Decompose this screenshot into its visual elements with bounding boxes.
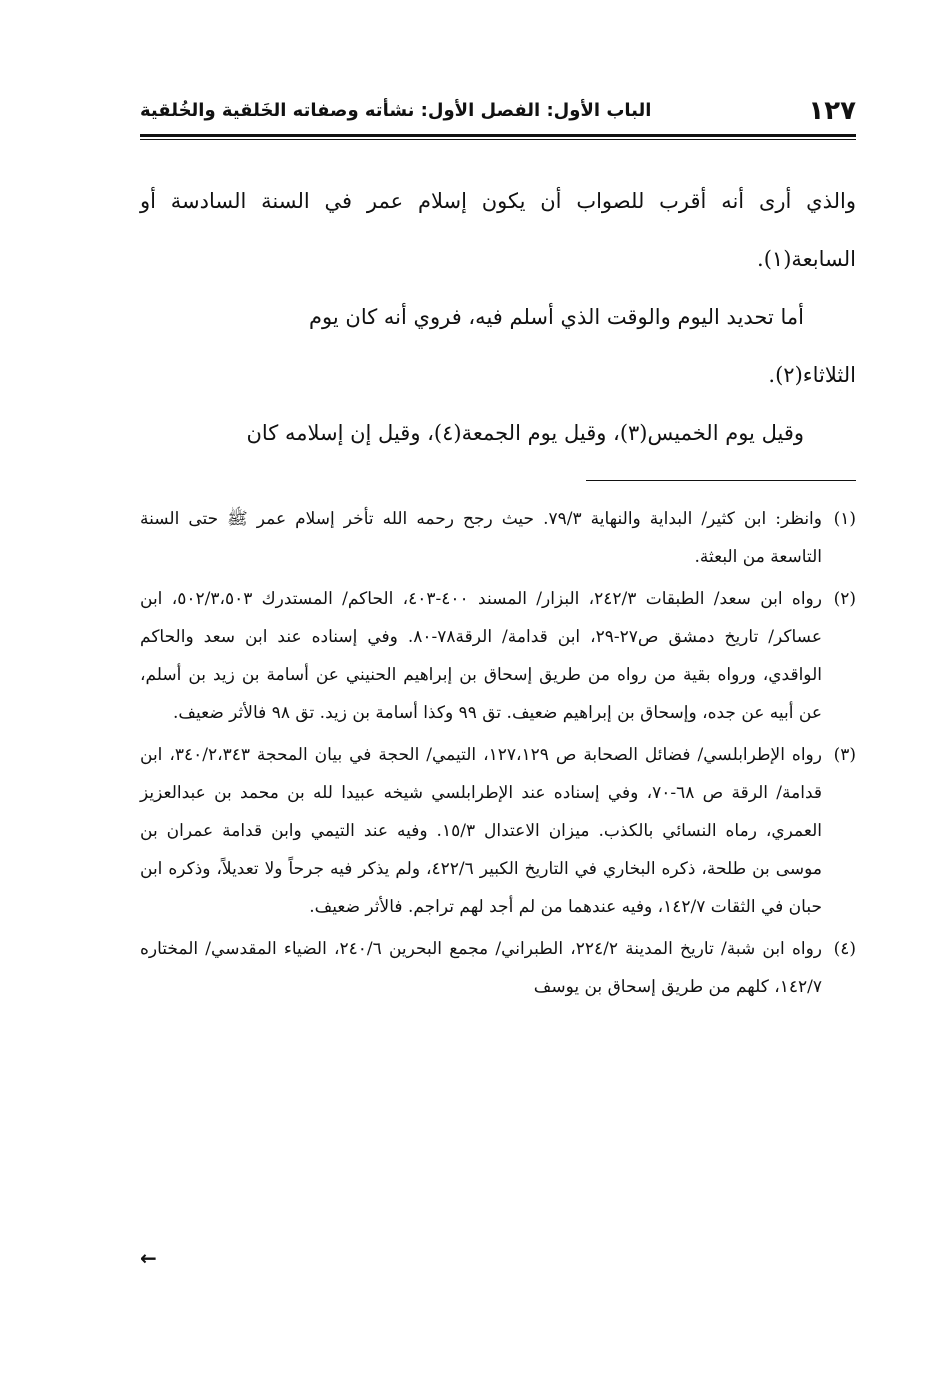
running-title: الباب الأول: الفصل الأول: نشأته وصفاته الخَلقية والخُلقية (140, 100, 652, 121)
continuation-arrow-icon: ← (140, 1246, 157, 1270)
paragraph-3 (140, 404, 856, 462)
footnote-4-text: رواه ابن شبة/ تاريخ المدينة ٢٢٤/٢، الطبراني/ مجمع البحرين ٢٤٠/٦، الضياء المقدسي/ المختاره ١٤٢/٧، كلهم من طريق إسحاق بن يوسف (140, 939, 823, 997)
page-header (140, 96, 856, 136)
page-number: ١٢٧ (808, 96, 856, 126)
paragraph-2-line-2: الثلاثاء(٢). (768, 363, 856, 387)
header-rule (140, 134, 856, 140)
footnote-1-text: وانظر: ابن كثير/ البداية والنهاية ٧٩/٣. حيث رجح رحمه الله تأخر إسلام عمر ﷺ حتى السنة التاسعة من البعثة. (140, 509, 822, 567)
footnote-2 (140, 580, 856, 732)
footnote-4 (140, 930, 856, 1006)
paragraph-1-line-2: السابعة(١). (757, 247, 856, 271)
footnote-3-number: (٣) (833, 745, 856, 765)
footnote-4-number: (٤) (833, 939, 856, 959)
paragraph-2 (140, 288, 856, 346)
main-text (140, 172, 856, 462)
footnote-separator (586, 480, 856, 481)
footnote-1 (140, 500, 856, 576)
footnotes (140, 500, 856, 1010)
footnote-1-number: (١) (833, 509, 856, 529)
paragraph-2-cont (140, 346, 856, 404)
footnote-3 (140, 736, 856, 926)
footnote-2-number: (٢) (833, 589, 856, 609)
paragraph-1-line-1: والذي أرى أنه أقرب للصواب أن يكون إسلام عمر في السنة السادسة أو (140, 189, 856, 213)
footnote-2-text: رواه ابن سعد/ الطبقات ٢٤٢/٣، البزار/ المسند ٤٠٠-٤٠٣، الحاكم/ المستدرك ٥٠٢/٣،٥٠٣، ابن عساكر/ تاريخ دمشق ص٢٧-٢٩، ابن قدامة/ الرقة٧٨-٨٠. وفي إسناده عند ابن سعد والحاكم الواقدي، ورواه بقية من رواه من طريق إسحاق بن إبراهيم الحنيني عن أسامة بن زيد بن أسلم، عن أبيه عن جده، وإسحاق بن إبراهيم ضعيف. تق ٩٩ وكذا أسامة بن زيد. تق ٩٨ فالأثر ضعيف. (140, 589, 822, 723)
paragraph-3-line-1: وقيل يوم الخميس(٣)، وقيل يوم الجمعة(٤)، وقيل إن إسلامه كان (246, 421, 804, 445)
paragraph-2-line-1: أما تحديد اليوم والوقت الذي أسلم فيه، فروي أنه كان يوم (309, 305, 804, 329)
paragraph-1 (140, 172, 856, 288)
footnote-3-text: رواه الإطرابلسي/ فضائل الصحابة ص ١٢٧،١٢٩، التيمي/ الحجة في بيان المحجة ٣٤٠/٢،٣٤٣، ابن قدامة/ الرقة ص ٦٨-٧٠، وفي إسناده عند الإطرابلسي شيخه عبيدا لله بن محمد بن عبدالعزيز العمري، رماه النسائي بالكذب. ميزان الاعتدال ١٥/٣. وفيه عند التيمي وابن قدامة عمران بن موسى بن طلحة، ذكره البخاري في التاريخ الكبير ٤٢٢/٦، ولم يذكر فيه جرحاً ولا تعديلاً، وذكره ابن حبان في الثقات ١٤٢/٧، وفيه عندهما من لم أجد لهم تراجم. فالأثر ضعيف. (140, 745, 822, 917)
